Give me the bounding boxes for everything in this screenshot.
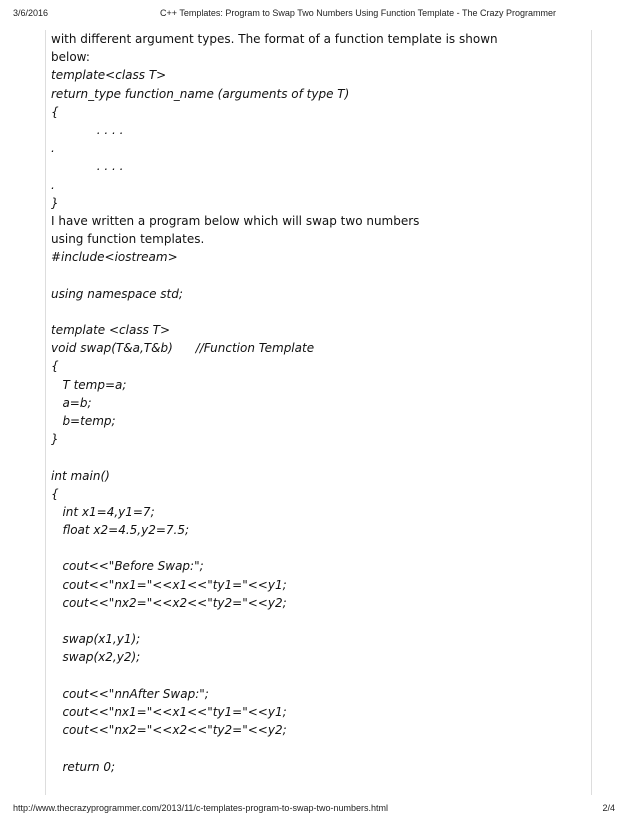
code-line: { <box>51 359 59 374</box>
code-line <box>51 539 586 557</box>
code-line: cout<<"nnAfter Swap:"; <box>51 686 209 701</box>
code-line: float x2=4.5,y2=7.5; <box>51 523 190 538</box>
code-line: int x1=4,y1=7; <box>51 504 155 519</box>
right-margin-rule <box>591 30 592 795</box>
code-line: #include<iostream> <box>51 250 178 265</box>
code-line <box>51 448 586 466</box>
paragraph-line: I have written a program below which will swap two numbers <box>51 213 420 228</box>
code-line: } <box>51 195 59 210</box>
page-number: 2/4 <box>602 803 615 813</box>
code-line: cout<<"nx1="<<x1<<"ty1="<<y1; <box>51 704 287 719</box>
code-line: . . . . <box>51 159 124 174</box>
source-url-link[interactable]: http://www.thecrazyprogrammer.com/2013/11/c-templates-program-to-swap-two-numbers.html <box>13 803 388 813</box>
paragraph-line: using function templates. <box>51 232 205 247</box>
code-line: . . . . <box>51 122 124 137</box>
article-body <box>51 30 586 776</box>
code-line: void swap(T&a,T&b) //Function Template <box>51 341 315 356</box>
paragraph-line: below: <box>51 50 90 65</box>
code-line: swap(x2,y2); <box>51 650 141 665</box>
code-line: cout<<"nx2="<<x2<<"ty2="<<y2; <box>51 595 287 610</box>
code-line: } <box>51 432 59 447</box>
code-line: return_type function_name (arguments of type T) <box>51 86 350 101</box>
code-line: T temp=a; <box>51 377 127 392</box>
code-line: cout<<"Before Swap:"; <box>51 559 204 574</box>
code-line <box>51 612 586 630</box>
code-line: . <box>51 177 55 192</box>
paragraph-line: with different argument types. The format of a function template is shown <box>51 32 498 46</box>
code-line: return 0; <box>51 759 116 774</box>
code-line: a=b; <box>51 395 92 410</box>
code-line: int main() <box>51 468 110 483</box>
print-date: 3/6/2016 <box>13 8 49 18</box>
page-title: C++ Templates: Program to Swap Two Numbers Using Function Template - The Crazy Programmer <box>160 8 556 18</box>
code-line <box>51 303 586 321</box>
code-line: swap(x1,y1); <box>51 632 141 647</box>
code-line <box>51 266 586 284</box>
code-line: template<class T> <box>51 68 167 83</box>
code-line: { <box>51 104 59 119</box>
code-line: cout<<"nx1="<<x1<<"ty1="<<y1; <box>51 577 287 592</box>
code-line: cout<<"nx2="<<x2<<"ty2="<<y2; <box>51 723 287 738</box>
left-margin-rule <box>45 30 46 795</box>
code-line: { <box>51 486 59 501</box>
code-line: . <box>51 141 55 156</box>
code-line: using namespace std; <box>51 286 183 301</box>
code-line <box>51 667 586 685</box>
code-line: template <class T> <box>51 323 171 337</box>
code-line <box>51 739 586 757</box>
code-line: b=temp; <box>51 413 116 428</box>
